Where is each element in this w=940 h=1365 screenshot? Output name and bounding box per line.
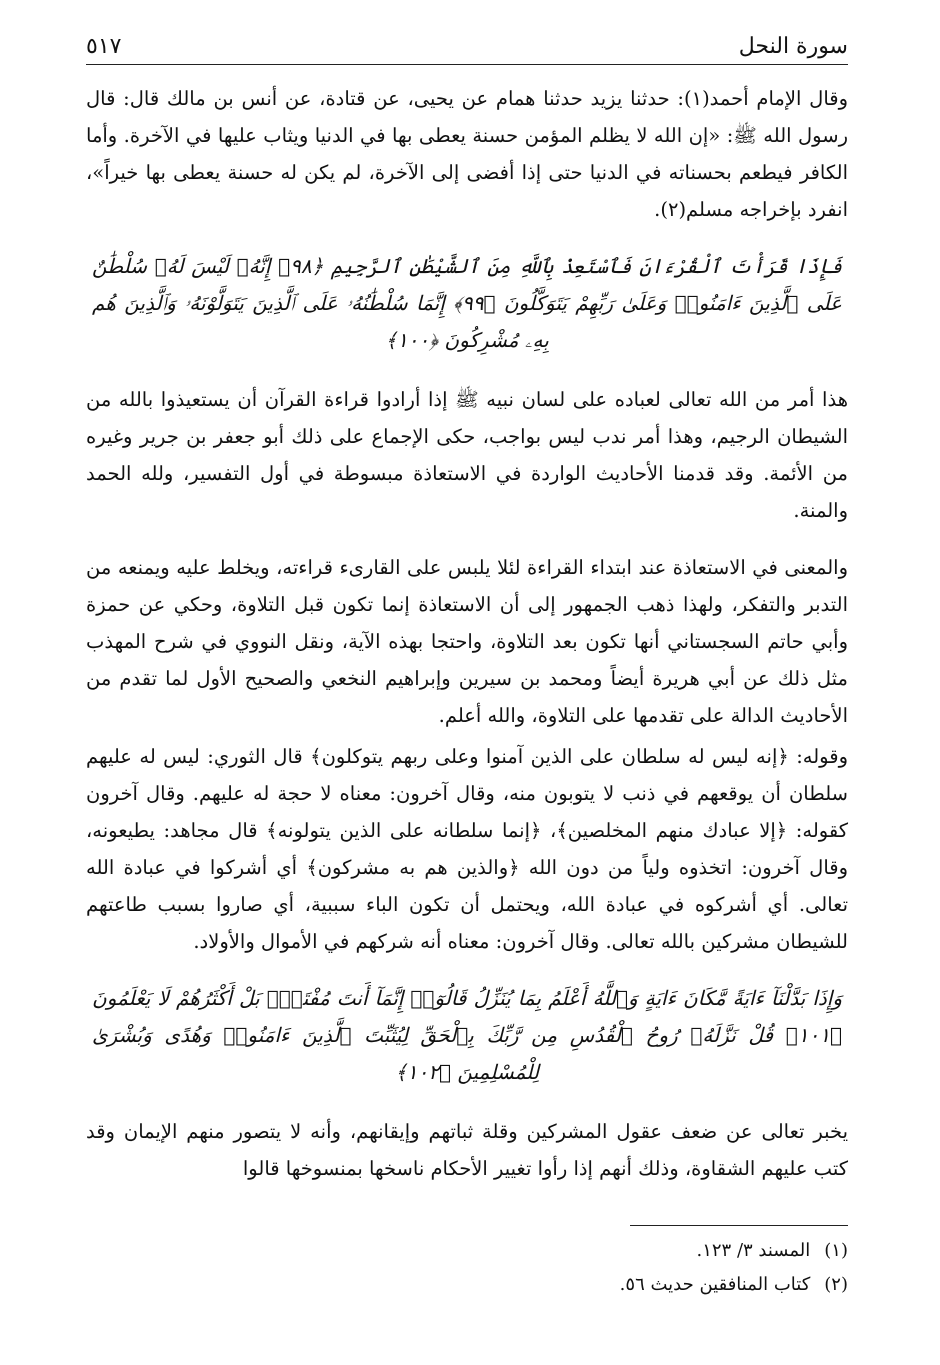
surah-title: سورة النحل — [738, 34, 848, 59]
footnote-2 — [400, 1268, 848, 1302]
footnote-number: (١) — [824, 1240, 848, 1261]
paragraph-sultan-commentary: وقوله: ﴿إنه ليس له سلطان على الذين آمنوا وعلى ربهم يتوكلون﴾ قال الثوري: ليس له عليهم سلطان أن يوقعهم في ذنب لا يتوبون منه، وقال آخرون: معناه لا حجة له عليهم. وقال آخرون كقوله: ﴿إلا عبادك منهم المخلصين﴾، ﴿إنما سلطانه على الذين يتولونه﴾ قال مجاهد: يطيعونه، وقال آخرون: اتخذوه ولياً من دون الله ﴿والذين هم به مشركون﴾ أي أشركوا في عبادة الله تعالى. أي أشركوه في عبادة الله، ويحتمل أن تكون الباء سببية، أي صاروا بسبب طاعتهم للشيطان مشركين بالله تعالى. وقال آخرون: معناه أنه شركهم في الأموال والأولاد. — [86, 745, 848, 953]
page-body — [86, 80, 848, 1207]
footnote-1 — [400, 1234, 848, 1268]
footnote-number: (٢) — [824, 1274, 848, 1295]
page-header — [86, 32, 848, 65]
paragraph-istiadha-meaning: والمعنى في الاستعاذة عند ابتداء القراءة لئلا يلبس على القارىء قراءته، ويخلط عليه ويمنعه من التدبر والتفكر، ولهذا ذهب الجمهور إلى أن الاستعاذة إنما تكون قبل التلاوة، وحكي عن حمزة وأبي حاتم السجستاني أنها تكون بعد التلاوة، واحتجا بهذه الآية، ونقل النووي في شرح المهذب مثل ذلك عن أبي هريرة أيضاً ومحمد بن سيرين وإبراهيم النخعي والصحيح الأول لما تقدم من الأحاديث الدالة على تقدمها على التلاوة، والله أعلم. — [86, 556, 848, 727]
footnotes — [400, 1234, 848, 1302]
paragraph-istiadha-command: هذا أمر من الله تعالى لعباده على لسان نبيه ﷺ إذا أرادوا قراءة القرآن أن يستعيذوا بالله من الشيطان الرجيم، وهذا أمر ندب ليس بواجب، حكى الإجماع على ذلك أبو جعفر بن جرير وغيره من الأئمة. وقد قدمنا الأحاديث الواردة في الاستعاذة مبسوطة في أول التفسير، ولله الحمد والمنة. — [86, 388, 848, 522]
footnote-text: كتاب المنافقين حديث ٥٦. — [619, 1274, 811, 1295]
paragraph-hadith: وقال الإمام أحمد(١): حدثنا يزيد حدثنا همام عن يحيى، عن قتادة، عن أنس بن مالك قال: قال رسول الله ﷺ: «إن الله لا يظلم المؤمن حسنة يعطى بها في الدنيا ويثاب عليها في الآخرة. وأما الكافر فيطعم بحسناته في الدنيا حتى إذا أفضى إلى الآخرة، لم يكن له حسنة يعطى بها خيراً»، انفرد بإخراجه مسلم(٢). — [86, 87, 848, 221]
footnote-text: المسند ٣/ ١٢٣. — [696, 1240, 811, 1261]
quran-verse-101-102: وَإِذَا بَدَّلْنَآ ءَايَةً مَّكَانَ ءَايَةٍ وَٱللَّهُ أَعْلَمُ بِمَا يُنَزِّلُ قَالُوٓا۟ إِنَّمَآ أَنتَ مُفْتَرٍۭ بَلْ أَكْثَرُهُمْ لَا يَعْلَمُونَ ﴿١٠١﴾ قُلْ نَزَّلَهُۥ رُوحُ ٱلْقُدُسِ مِن رَّبِّكَ بِٱلْحَقِّ لِيُثَبِّتَ ٱلَّذِينَ ءَامَنُوا۟ وَهُدًى وَبُشْرَىٰ لِلْمُسْلِمِينَ ﴿١٠٢﴾ — [92, 986, 842, 1084]
quran-verse-98-100: فَإِذَا قَرَأْتَ ٱلْقُرْءَانَ فَٱسْتَعِذْ بِٱللَّهِ مِنَ ٱلشَّيْطَٰنِ ٱلرَّجِيمِ ﴿٩٨﴾ إِنَّهُۥ لَيْسَ لَهُۥ سُلْطَٰنٌ عَلَى ٱلَّذِينَ ءَامَنُوا۟ وَعَلَىٰ رَبِّهِمْ يَتَوَكَّلُونَ ﴿٩٩﴾ إِنَّمَا سُلْطَٰنُهُۥ عَلَى ٱلَّذِينَ يَتَوَلَّوْنَهُۥ وَٱلَّذِينَ هُم بِهِۦ مُشْرِكُونَ ﴿١٠٠﴾ — [92, 254, 842, 352]
paragraph-mushrikin: يخبر تعالى عن ضعف عقول المشركين وقلة ثباتهم وإيقانهم، وأنه لا يتصور منهم الإيمان وقد كتب عليهم الشقاوة، وذلك أنهم إذا رأوا تغيير الأحكام ناسخها بمنسوخها قالوا — [86, 1120, 848, 1180]
footnote-divider — [630, 1225, 848, 1226]
page-number: ٥١٧ — [86, 34, 122, 59]
